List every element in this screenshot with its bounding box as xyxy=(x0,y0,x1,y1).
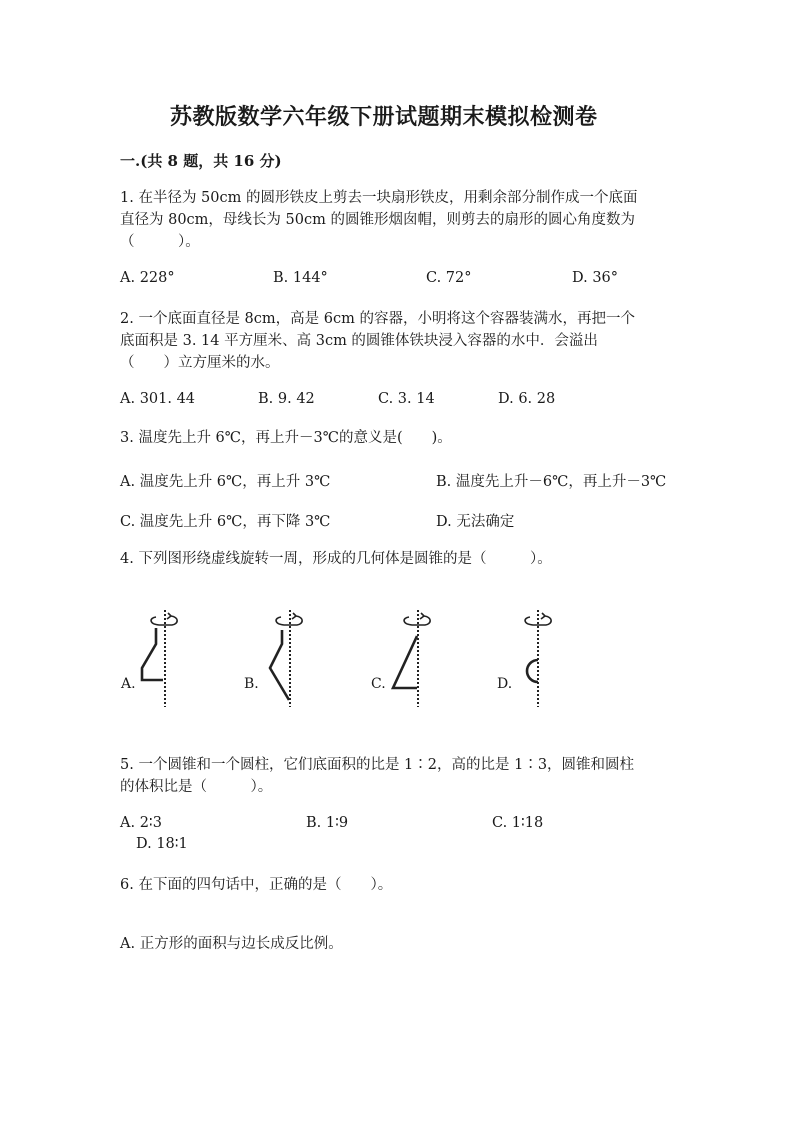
option-b[interactable]: B. 1∶9 xyxy=(306,815,349,831)
question-text-line: （ ）。 xyxy=(120,234,200,250)
option-d[interactable]: D. 36° xyxy=(572,270,619,286)
question-text-line: 1. 在半径为 50cm 的圆形铁皮上剪去一块扇形铁皮，用剩余部分制作成一个底面 xyxy=(120,190,638,206)
figure-b[interactable] xyxy=(262,608,302,708)
option-a[interactable]: A. 正方形的面积与边长成反比例。 xyxy=(120,936,343,952)
page-title: 苏教版数学六年级下册试题期末模拟检测卷 xyxy=(170,104,598,130)
section-heading: 一.(共 8 题，共 16 分) xyxy=(120,152,282,170)
question-text-line: 的体积比是（ ）。 xyxy=(120,779,273,795)
option-a[interactable]: A. 2∶3 xyxy=(120,815,162,831)
figure-label-a[interactable]: A. xyxy=(121,676,136,692)
option-d[interactable]: D. 6. 28 xyxy=(498,391,556,407)
question-text-line: 6. 在下面的四句话中，正确的是（ ）。 xyxy=(120,877,393,893)
option-b[interactable]: B. 温度先上升－6℃，再上升－3℃ xyxy=(436,474,667,490)
option-c[interactable]: C. 1∶18 xyxy=(492,815,544,831)
question-text-line: 5. 一个圆锥和一个圆柱，它们底面积的比是 1∶2，高的比是 1∶3，圆锥和圆柱 xyxy=(120,757,635,773)
question-text-line: 4. 下列图形绕虚线旋转一周，形成的几何体是圆锥的是（ ）。 xyxy=(120,551,552,567)
option-a[interactable]: A. 温度先上升 6℃，再上升 3℃ xyxy=(120,474,331,490)
question-text-line: 底面积是 3. 14 平方厘米、高 3cm 的圆锥体铁块浸入容器的水中．会溢出 xyxy=(120,333,598,349)
figure-c[interactable] xyxy=(388,608,428,708)
figure-label-b[interactable]: B. xyxy=(244,676,259,692)
question-text-line: 3. 温度先上升 6℃，再上升－3℃的意义是( )。 xyxy=(120,430,452,446)
question-text-line: 2. 一个底面直径是 8cm，高是 6cm 的容器，小明将这个容器装满水，再把一个 xyxy=(120,311,635,327)
question-text-line: 直径为 80cm，母线长为 50cm 的圆锥形烟囱帽，则剪去的扇形的圆心角度数为 xyxy=(120,212,635,228)
option-c[interactable]: C. 温度先上升 6℃，再下降 3℃ xyxy=(120,514,331,530)
option-c[interactable]: C. 72° xyxy=(426,270,472,286)
question-text-line: （ ）立方厘米的水。 xyxy=(120,355,280,371)
option-d[interactable]: D. 无法确定 xyxy=(436,514,515,530)
option-d[interactable]: D. 18∶1 xyxy=(136,836,188,852)
option-b[interactable]: B. 9. 42 xyxy=(258,391,315,407)
figure-label-c[interactable]: C. xyxy=(371,676,386,692)
figure-d[interactable] xyxy=(516,608,556,708)
option-c[interactable]: C. 3. 14 xyxy=(378,391,435,407)
figure-a[interactable] xyxy=(135,608,175,708)
option-b[interactable]: B. 144° xyxy=(273,270,328,286)
figure-label-d[interactable]: D. xyxy=(497,676,513,692)
option-a[interactable]: A. 301. 44 xyxy=(120,391,196,407)
option-a[interactable]: A. 228° xyxy=(120,270,175,286)
